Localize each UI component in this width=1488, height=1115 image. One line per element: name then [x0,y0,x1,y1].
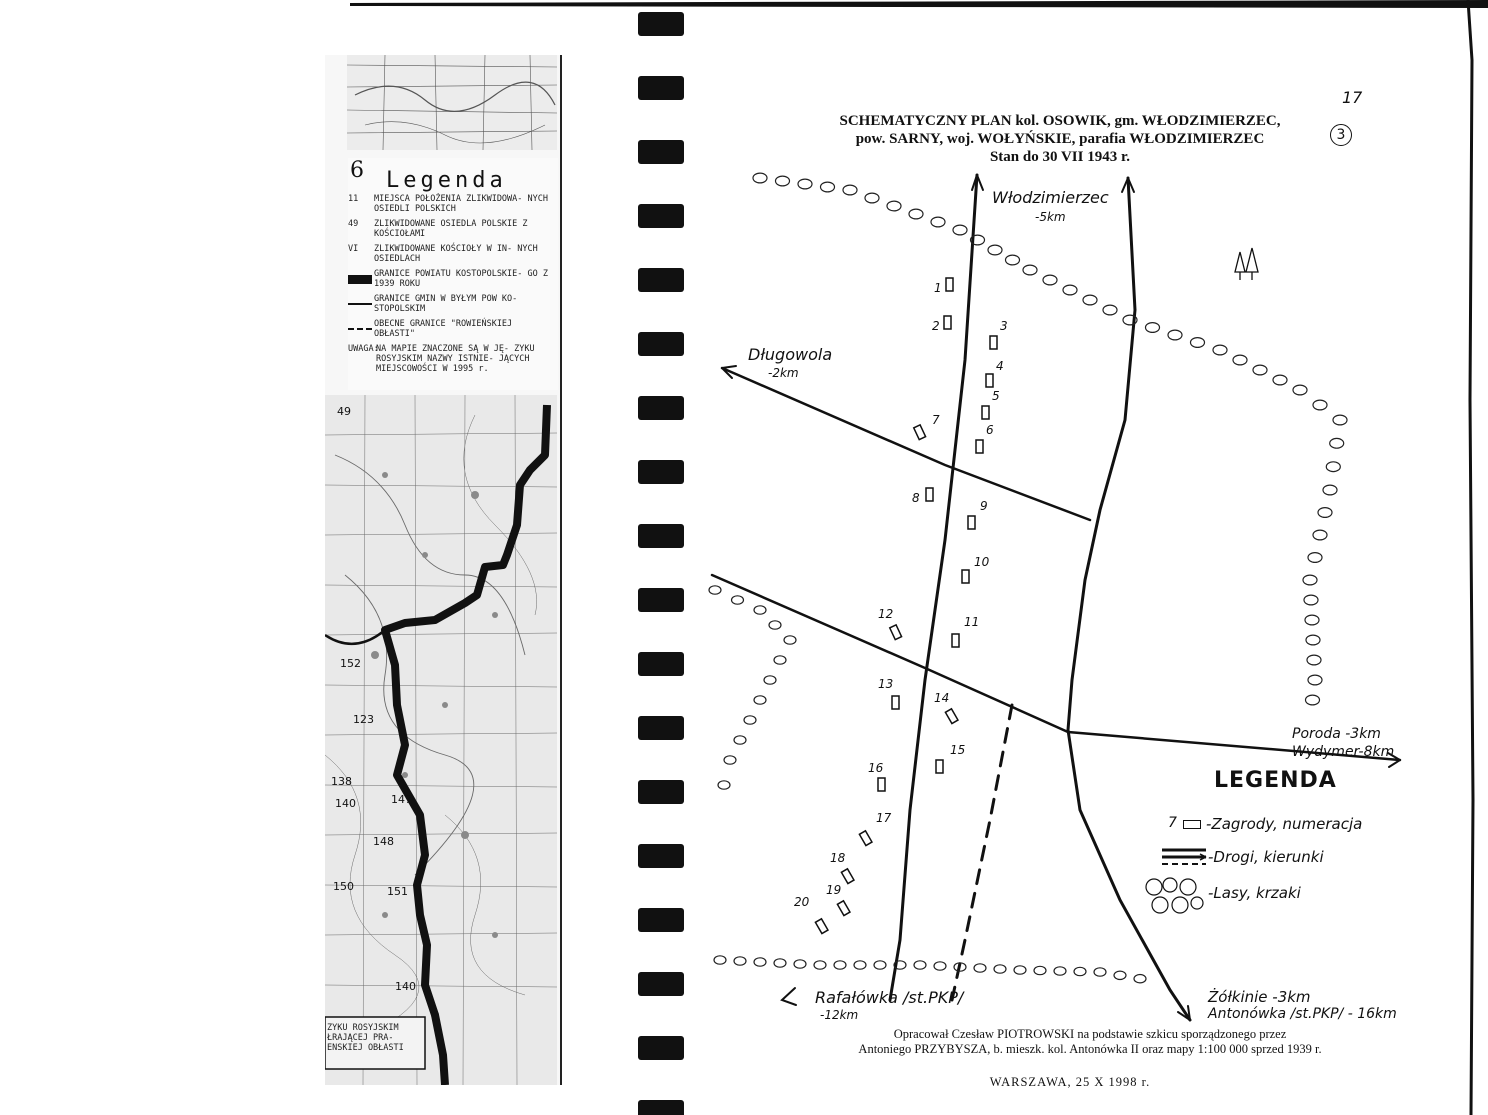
forest-mark [784,636,796,644]
forest-mark [1191,338,1205,348]
forest-mark [1006,255,1020,265]
footer-place-date: WARSZAWA, 25 X 1998 r. [989,1075,1151,1089]
house-marker [982,406,989,419]
forest-swatch [1142,875,1206,917]
forest-mark [718,781,730,789]
house-number: 1 [934,281,942,295]
title-line-1: SCHEMATYCZNY PLAN kol. OSOWIK, gm. WŁODZIMIERZEC, [839,113,1281,129]
map-label: 148 [373,835,394,848]
legend-symbol: 49 [348,219,359,229]
house-marker [990,336,997,349]
legend-symbol: 11 [348,194,359,204]
legend-item-forest: -Lasy, krzaki [1208,884,1301,902]
title-line-2: pow. SARNY, woj. WOŁYŃSKIE, parafia WŁODZIMIERZEC [855,131,1265,147]
title-line-3: Stan do 30 VII 1943 r. [989,149,1131,165]
legend-text: ZLIKWIDOWANE OSIEDLA POLSKIE Z KOŚCIOŁAMI [374,219,528,239]
legend-text: GRANICE POWIATU KOSTOPOLSKIE- GO Z 1939 ROKU [374,269,548,289]
forest-mark [1233,355,1247,365]
forest-mark [994,965,1006,973]
legend-text: OBECNE GRANICE "ROWIEŃSKIEJ OBŁASTI" [374,319,513,339]
forest-mark [931,217,945,227]
binding-ring [638,460,684,484]
forest-mark [1318,508,1332,518]
forest-mark [774,959,786,967]
forest-mark [764,676,776,684]
forest-mark [1313,530,1327,540]
note-label: UWAGA: [348,344,379,354]
map-label: 150 [333,880,354,893]
forest-mark [1114,971,1126,979]
forest-mark [1014,966,1026,974]
forest-mark [1146,323,1160,333]
forest-mark [754,696,766,704]
binding-ring [638,588,684,612]
footer-line-2: Antoniego PRZYBYSZA, b. mieszk. kol. Antonówka II oraz mapy 1:100 000 sprzed 1939 r. [858,1042,1322,1056]
forest-mark [1307,655,1321,665]
forest-mark [1023,265,1037,275]
house-number: 7 [932,413,940,427]
binding-ring [638,780,684,804]
house-marker [890,625,902,640]
binding-ring [638,972,684,996]
house-marker [945,709,958,724]
legend-text: GRANICE GMIN W BYŁYM POW KO- STOPOLSKIM [374,294,518,314]
legend-house-num: 7 [1168,815,1177,831]
forest-mark [988,245,1002,255]
sketch-legend-title: LEGENDA [1214,768,1337,793]
legend-item-roads: -Drogi, kierunki [1208,848,1324,866]
binding-ring [638,76,684,100]
legend-symbol: VI [348,244,359,254]
map-label: 147 [391,793,412,806]
forest-mark [854,961,866,969]
forest-mark [724,756,736,764]
dir-right-label-1: Poroda -3km [1292,726,1381,742]
house-number: 17 [876,811,892,825]
map-label: 123 [353,713,374,726]
forest-mark [1043,275,1057,285]
forest-mark [1308,553,1322,563]
house-marker [837,901,850,916]
house-number: 11 [964,615,980,629]
binding-ring [638,1100,684,1115]
footer-line-1: Opracował Czesław PIOTROWSKI na podstawie szkicu sporządzonego przez [893,1027,1287,1041]
map-label: 140 [335,797,356,810]
forest-mark [1333,415,1347,425]
house-number: 4 [996,359,1004,373]
forest-mark [1304,595,1318,605]
house-marker [914,425,926,440]
dir-bottom-right-label-1: Żółkinie -3km [1208,988,1311,1006]
house-marker [968,516,975,529]
map-label: 151 [387,885,408,898]
forest-mark [1253,365,1267,375]
map-label: 49 [337,405,351,418]
page-top-edge [350,0,1488,8]
binding-ring [638,1036,684,1060]
dir-right-label-2: Wydymer-8km [1292,744,1395,760]
forest-mark [1330,438,1344,448]
house-marker [944,316,951,329]
forest-mark [794,960,806,968]
house-marker [952,634,959,647]
binding-ring [638,140,684,164]
house-number: 19 [826,883,842,897]
house-marker [986,374,993,387]
page-right-edge [1440,0,1488,1115]
legend-row [348,219,558,239]
forest-mark [1306,695,1320,705]
forest-mark [843,185,857,195]
dir-top-label: Włodzimierzec [992,188,1109,207]
tree-icon [1235,248,1258,280]
binding-ring [638,716,684,740]
forest-mark [953,225,967,235]
house-number: 12 [878,607,894,621]
house-marker [926,488,933,501]
house-marker [946,278,953,291]
forest-mark [1054,967,1066,975]
note-text: NA MAPIE ZNACZONE SĄ W JĘ- ZYKU ROSYJSKIM NAZWY ISTNIE- JĄCYCH MIEJSCOWOŚCI W 1995 r. [376,344,535,374]
house-number: 8 [912,491,920,505]
forest-mark [734,736,746,744]
house-number: 10 [974,555,990,569]
legend-row [348,294,558,314]
map-label: 152 [340,657,361,670]
house-number: 18 [830,851,846,865]
legend-row [348,194,558,214]
house-marker [815,919,828,934]
house-marker [892,696,899,709]
road-swatch [1160,846,1208,868]
house-number: 15 [950,743,966,757]
house-number: 9 [980,499,988,513]
dir-bottom-right-label-2: Antonówka /st.PKP/ - 16km [1208,1006,1397,1022]
left-legend [348,158,558,390]
forest-mark [798,179,812,189]
binding-ring [638,12,684,36]
map-label: 140 [395,980,416,993]
forest-mark [734,957,746,965]
forest-mark [1326,462,1340,472]
house-marker [859,831,872,846]
house-number: 13 [878,677,894,691]
dir-bottom-left-label: Rafałówka /st.PKP/ [815,988,964,1007]
legend-title: Legenda [386,168,507,193]
forest-mark [1134,975,1146,983]
dashed-line-swatch [348,328,372,330]
forest-mark [774,656,786,664]
forest-mark [821,182,835,192]
binding-ring [638,268,684,292]
legend-row [348,244,558,264]
legend-item-houses: -Zagrody, numeracja [1206,815,1363,833]
legend-note [348,344,558,374]
forest-mark [776,176,790,186]
binding-ring [638,524,684,548]
forest-mark [1303,575,1317,585]
forest-mark [814,961,826,969]
forest-mark [974,964,986,972]
right-page-number: 17 [1342,88,1363,107]
forest-mark [744,716,756,724]
forest-mark [1213,345,1227,355]
binding-ring [638,204,684,228]
forest-mark [914,961,926,969]
forest-mark [1305,615,1319,625]
dir-bottom-left-dist: -12km [820,1008,859,1022]
sketch-map [700,160,1440,1030]
forest-mark [1063,285,1077,295]
forest-mark [753,173,767,183]
legend-text: MIEJSCA POŁOŻENIA ZLIKWIDOWA- NYCH OSIEDLI POLSKICH [374,194,548,214]
footer-credit [770,1027,1410,1057]
house-marker [878,778,885,791]
circled-number: 3 [1330,124,1352,146]
map-label: 138 [331,775,352,788]
forest-mark [769,621,781,629]
thin-line-swatch [348,303,372,305]
house-marker [841,869,854,884]
house-number: 3 [1000,319,1008,333]
binding-ring [638,396,684,420]
forest-mark [865,193,879,203]
map-bottom-caption: ZYKU ROSYJSKIM ŁRAJĄCEJ PRA- ENSKIEJ OBŁASTI [327,1023,404,1053]
house-marker [962,570,969,583]
house-swatch [1183,820,1201,829]
forest-mark [709,586,721,594]
forest-mark [714,956,726,964]
binding-ring [638,332,684,356]
forest-mark [1074,967,1086,975]
forest-mark [1323,485,1337,495]
legend-row [348,319,558,339]
house-number: 20 [794,895,810,909]
forest-mark [732,596,744,604]
house-number: 14 [934,691,950,705]
house-marker [976,440,983,453]
forest-mark [754,606,766,614]
forest-mark [1034,966,1046,974]
forest-mark [1083,295,1097,305]
forest-mark [1308,675,1322,685]
binding-ring [638,652,684,676]
spiral-binding [634,0,690,1115]
dir-top-dist: -5km [1035,210,1066,224]
dir-left-dist: -2km [768,366,799,380]
house-marker [936,760,943,773]
forest-mark [754,958,766,966]
forest-mark [1313,400,1327,410]
forest-mark [934,962,946,970]
plan-title [790,112,1330,166]
binding-ring [638,908,684,932]
house-number: 5 [992,389,1000,403]
forest-mark [887,201,901,211]
house-number: 6 [986,423,994,437]
dir-left-label: Długowola [748,345,833,364]
forest-mark [834,961,846,969]
forest-mark [874,961,886,969]
forest-mark [1293,385,1307,395]
house-number: 2 [932,319,940,333]
forest-mark [1306,635,1320,645]
binding-ring [638,844,684,868]
forest-mark [1103,305,1117,315]
forest-mark [1094,968,1106,976]
forest-mark [1273,375,1287,385]
legend-row [348,269,558,289]
forest-mark [1168,330,1182,340]
legend-text: ZLIKWIDOWANE KOŚCIOŁY W IN- NYCH OSIEDLACH [374,244,538,264]
house-number: 16 [868,761,884,775]
forest-mark [909,209,923,219]
thick-line-swatch [348,275,372,284]
left-page-number: 6 [350,158,364,183]
